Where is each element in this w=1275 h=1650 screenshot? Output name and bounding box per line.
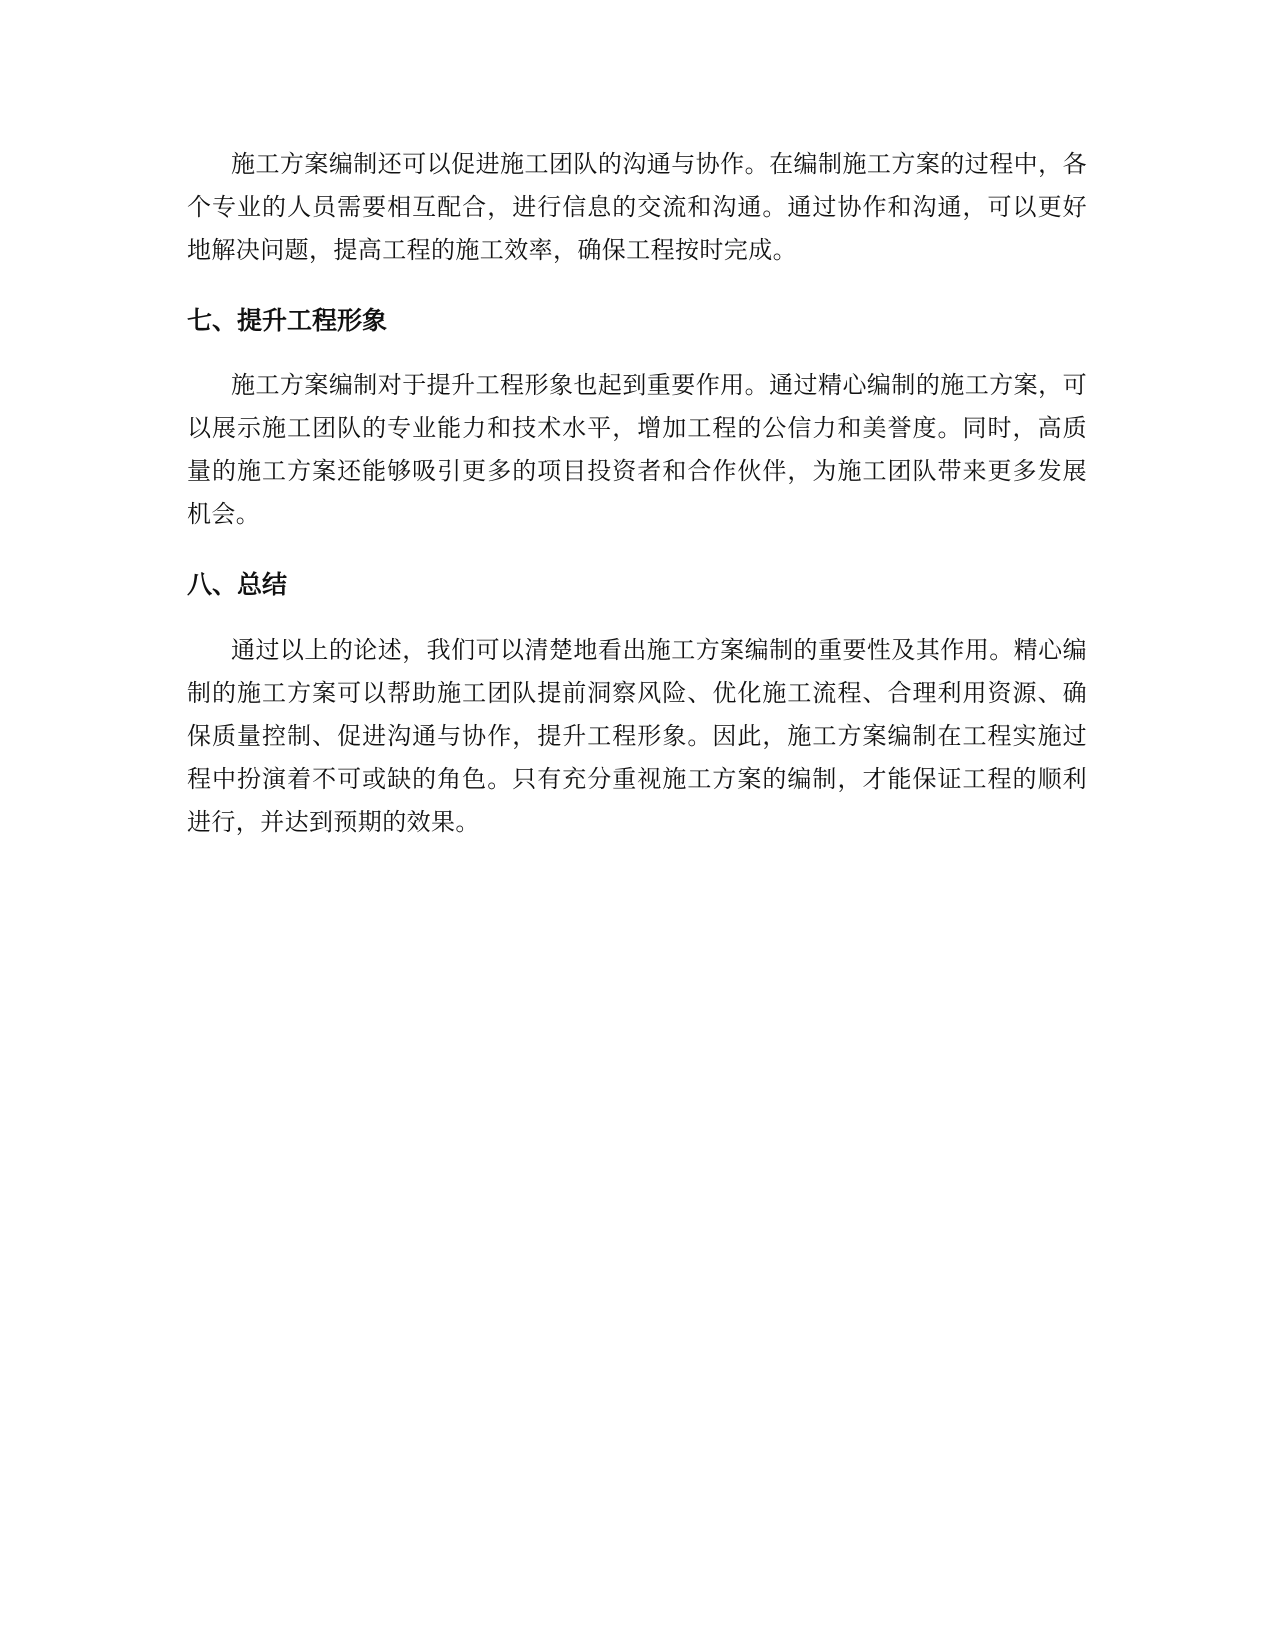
section-heading-improve-image: 七、提升工程形象 bbox=[187, 306, 388, 335]
paragraph-improve-image: 施工方案编制对于提升工程形象也起到重要作用。通过精心编制的施工方案，可以展示施工团队的专业能力和技术水平，增加工程的公信力和美誉度。同时，高质量的施工方案还能够吸引更多的项目投资者和合作伙伴，为施工团队带来更多发展机会。 bbox=[187, 371, 1087, 528]
paragraph-summary: 通过以上的论述，我们可以清楚地看出施工方案编制的重要性及其作用。精心编制的施工方案可以帮助施工团队提前洞察风险、优化施工流程、合理利用资源、确保质量控制、促进沟通与协作，提升工程形象。因此，施工方案编制在工程实施过程中扮演着不可或缺的角色。只有充分重视施工方案的编制，才能保证工程的顺利进行，并达到预期的效果。 bbox=[187, 636, 1087, 836]
document-body bbox=[187, 143, 1087, 844]
section-heading-summary: 八、总结 bbox=[187, 570, 288, 599]
paragraph-team-communication: 施工方案编制还可以促进施工团队的沟通与协作。在编制施工方案的过程中，各个专业的人员需要相互配合，进行信息的交流和沟通。通过协作和沟通，可以更好地解决问题，提高工程的施工效率，确保工程按时完成。 bbox=[187, 150, 1087, 264]
